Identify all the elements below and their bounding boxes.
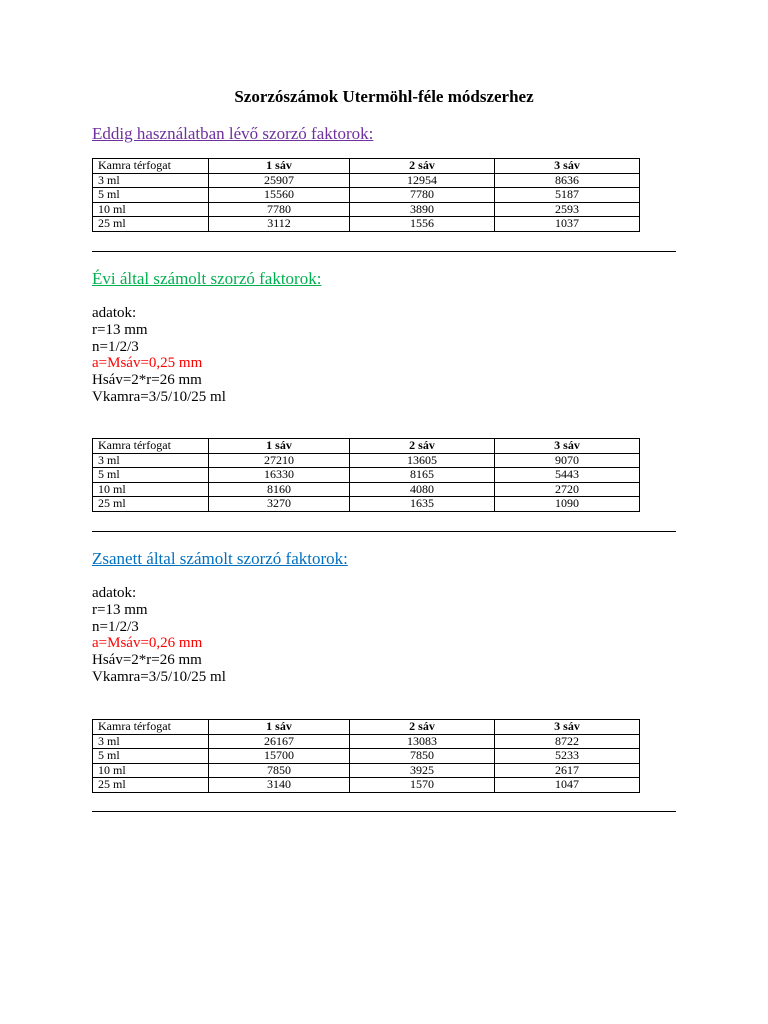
table-cell: 2593 (495, 202, 640, 217)
table-cell: 7780 (209, 202, 350, 217)
table-cell: 3270 (209, 497, 350, 512)
parameter-line: Vkamra=3/5/10/25 ml (92, 668, 226, 685)
row-label: 3 ml (93, 173, 209, 188)
column-header: 3 sáv (495, 439, 640, 454)
table-header-row (93, 720, 640, 735)
table-cell: 13083 (350, 734, 495, 749)
table-cell: 2720 (495, 482, 640, 497)
table-row (93, 482, 640, 497)
row-label: 5 ml (93, 749, 209, 764)
row-label: 25 ml (93, 778, 209, 793)
table-header-row (93, 159, 640, 174)
column-header: Kamra térfogat (93, 439, 209, 454)
row-label: 5 ml (93, 468, 209, 483)
table-cell: 15700 (209, 749, 350, 764)
row-label: 25 ml (93, 497, 209, 512)
section-divider (92, 251, 676, 252)
document-title: Szorzószámok Utermöhl-féle módszerhez (234, 87, 534, 106)
parameter-line: adatok: (92, 305, 137, 321)
parameter-line: Hsáv=2*r=26 mm (92, 372, 202, 389)
table-cell: 1047 (495, 778, 640, 793)
row-label: 10 ml (93, 482, 209, 497)
table-cell: 1037 (495, 217, 640, 232)
table-cell: 8722 (495, 734, 640, 749)
parameter-line-highlighted: a=Msáv=0,26 mm (92, 635, 203, 652)
table-cell: 1635 (350, 497, 495, 512)
column-header: Kamra térfogat (93, 159, 209, 174)
table-cell: 4080 (350, 482, 495, 497)
column-header: 2 sáv (350, 439, 495, 454)
parameter-line: r=13 mm (92, 601, 148, 618)
parameter-line: n=1/2/3 (92, 338, 139, 355)
section-heading-zsanett: Zsanett által számolt szorzó faktorok: (92, 549, 348, 568)
column-header: 1 sáv (209, 159, 350, 174)
parameter-list-zsanett (92, 585, 226, 686)
factor-table-evi (92, 438, 640, 512)
table-cell: 8165 (350, 468, 495, 483)
factor-table-zsanett (92, 719, 640, 793)
parameter-line: n=1/2/3 (92, 618, 139, 635)
parameter-line: r=13 mm (92, 321, 148, 338)
table-cell: 3925 (350, 763, 495, 778)
table-row (93, 188, 640, 203)
table-cell: 12954 (350, 173, 495, 188)
row-label: 5 ml (93, 188, 209, 203)
table-row (93, 778, 640, 793)
table-cell: 5443 (495, 468, 640, 483)
parameter-line: adatok: (92, 585, 137, 601)
row-label: 10 ml (93, 763, 209, 778)
table-cell: 27210 (209, 453, 350, 468)
table-cell: 16330 (209, 468, 350, 483)
column-header: 1 sáv (209, 439, 350, 454)
table-row (93, 468, 640, 483)
section-heading-existing: Eddig használatban lévő szorzó faktorok: (92, 124, 374, 143)
table-cell: 25907 (209, 173, 350, 188)
factor-table-existing (92, 158, 640, 232)
column-header: 3 sáv (495, 159, 640, 174)
table-row (93, 734, 640, 749)
table-row (93, 763, 640, 778)
table-cell: 3140 (209, 778, 350, 793)
table-cell: 9070 (495, 453, 640, 468)
table-row (93, 173, 640, 188)
table-cell: 8636 (495, 173, 640, 188)
row-label: 3 ml (93, 734, 209, 749)
column-header: Kamra térfogat (93, 720, 209, 735)
parameter-line: Hsáv=2*r=26 mm (92, 652, 202, 669)
table-cell: 7850 (350, 749, 495, 764)
table-cell: 5233 (495, 749, 640, 764)
table-row (93, 497, 640, 512)
column-header: 2 sáv (350, 720, 495, 735)
table-row (93, 749, 640, 764)
table-cell: 1556 (350, 217, 495, 232)
table-cell: 15560 (209, 188, 350, 203)
row-label: 25 ml (93, 217, 209, 232)
row-label: 10 ml (93, 202, 209, 217)
table-cell: 26167 (209, 734, 350, 749)
column-header: 1 sáv (209, 720, 350, 735)
section-divider (92, 811, 676, 812)
table-row (93, 202, 640, 217)
table-cell: 7850 (209, 763, 350, 778)
column-header: 3 sáv (495, 720, 640, 735)
table-cell: 3890 (350, 202, 495, 217)
section-heading-evi: Évi által számolt szorzó faktorok: (92, 269, 322, 288)
parameter-line: Vkamra=3/5/10/25 ml (92, 388, 226, 405)
table-cell: 1090 (495, 497, 640, 512)
table-cell: 3112 (209, 217, 350, 232)
table-cell: 8160 (209, 482, 350, 497)
table-row (93, 453, 640, 468)
column-header: 2 sáv (350, 159, 495, 174)
parameter-list-evi (92, 305, 226, 406)
table-cell: 2617 (495, 763, 640, 778)
table-cell: 1570 (350, 778, 495, 793)
table-header-row (93, 439, 640, 454)
section-divider (92, 531, 676, 532)
table-row (93, 217, 640, 232)
table-cell: 5187 (495, 188, 640, 203)
parameter-line-highlighted: a=Msáv=0,25 mm (92, 355, 203, 372)
table-cell: 7780 (350, 188, 495, 203)
row-label: 3 ml (93, 453, 209, 468)
table-cell: 13605 (350, 453, 495, 468)
